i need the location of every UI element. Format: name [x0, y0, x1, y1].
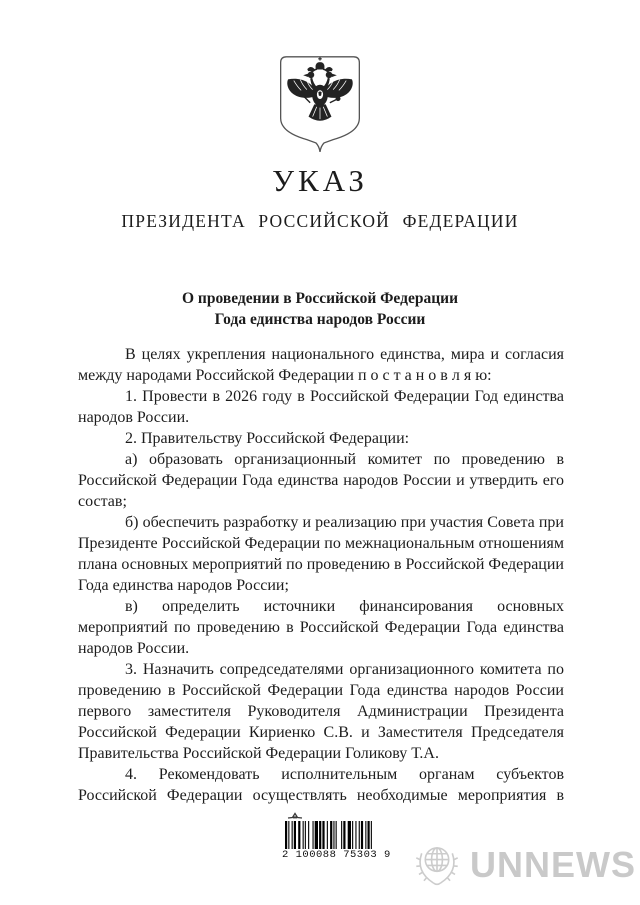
barcode-number: 2 100088 75303 9: [282, 849, 391, 861]
document-type-title: УКАЗ: [272, 163, 368, 198]
issuer-title: ПРЕЗИДЕНТА РОССИЙСКОЙ ФЕДЕРАЦИИ: [121, 211, 519, 231]
decree-paragraph: 4. Рекомендовать исполнительным органам субъектов Российской Федерации осуществлять необходимые мероприятия в: [78, 766, 564, 804]
decree-subject-line-2: Года единства народов России: [214, 311, 426, 328]
decree-subject-line-1: О проведении в Российской Федерации: [181, 290, 458, 307]
russia-coat-of-arms-icon: [279, 56, 361, 156]
decree-body: [78, 344, 564, 806]
decree-subject: [0, 288, 640, 330]
decree-paragraph: 2. Правительству Российской Федерации:: [125, 430, 410, 447]
watermark-text: UNNEWS: [470, 844, 636, 885]
watermark: [410, 838, 636, 892]
decree-paragraph: в) определить источники финансирования основных мероприятий по проведению в Российской Федерации Года единства народов России.: [78, 598, 564, 657]
small-stamp-mark-icon: [286, 811, 304, 820]
decree-paragraph: б) обеспечить разработку и реализацию при участия Совета при Президенте Российской Федерации по межнациональным отношениям плана основных мероприятий по проведению в Российской Федерации Года единства народов России;: [78, 514, 564, 594]
barcode-bars: [285, 821, 373, 849]
decree-paragraph: а) образовать организационный комитет по проведению в Российской Федерации Года единства народов России и утвердить его состав;: [78, 451, 564, 510]
decree-paragraph: В целях укрепления национального единства, мира и согласия между народами Российской Федерации п о с т а н о в л я ю:: [78, 346, 564, 384]
decree-paragraph: 1. Провести в 2026 году в Российской Федерации Год единства народов России.: [78, 388, 564, 426]
registration-barcode: [282, 811, 391, 861]
decree-paragraph: 3. Назначить сопредседателями организационного комитета по проведению в Российской Федерации Года единства народов России первого заместителя Руководителя Администрации Президента Российской Федерации Кириенко С.В. и Заместителя Председателя Правительства Российской Федерации Голикову Т.А.: [78, 661, 564, 762]
un-emblem-icon: [410, 838, 464, 892]
